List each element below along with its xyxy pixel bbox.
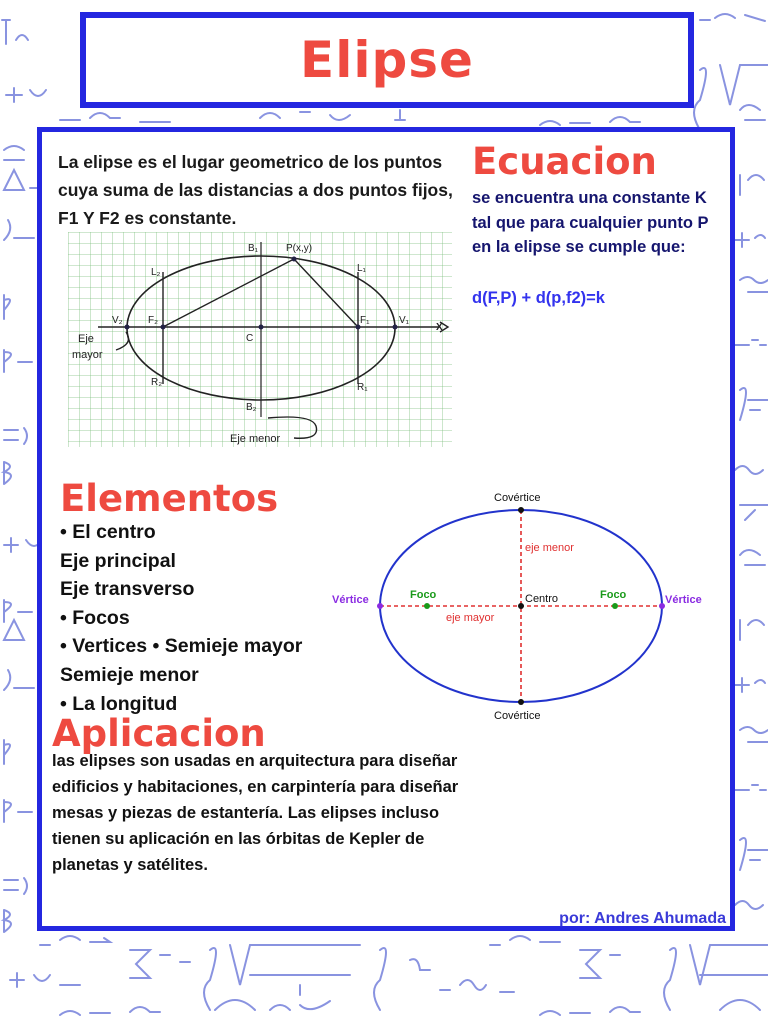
author-credit: por: Andres Ahumada <box>559 910 726 927</box>
vertex-v1 <box>393 325 398 330</box>
ecuacion-text: se encuentra una constante K tal que para cualquier punto P en la elipse se cumple que: <box>472 189 709 256</box>
covertice-top-point <box>518 507 524 513</box>
vertex-v2 <box>125 325 130 330</box>
list-item: • La longitud <box>60 692 178 715</box>
aplicacion-heading: Aplicacion <box>52 712 266 755</box>
label-eje-mayor: eje mayor <box>446 612 495 624</box>
label-eje-mayor-1: Eje <box>78 333 94 345</box>
foco-right-point <box>612 603 618 609</box>
elementos-list <box>60 518 302 718</box>
grid-background <box>68 232 452 447</box>
label-c: C <box>246 333 254 344</box>
label-r2: R₂ <box>151 377 163 388</box>
label-x-axis: X <box>436 322 443 333</box>
label-r1: R₁ <box>357 382 368 393</box>
title-box <box>80 12 694 108</box>
label-f1: F₁ <box>360 315 370 326</box>
label-vertice-right: Vértice <box>665 594 702 606</box>
centro-point <box>518 603 524 609</box>
foco-left-point <box>424 603 430 609</box>
elementos-heading: Elementos <box>60 477 279 520</box>
label-f2: F₂ <box>148 315 158 326</box>
ellipse-grid-diagram <box>68 232 452 447</box>
label-covertice-top: Covértice <box>494 492 541 504</box>
list-item: Eje principal <box>60 549 176 572</box>
page-title: Elipse <box>300 31 474 89</box>
label-l2: L₂ <box>151 267 161 278</box>
label-p: P(x,y) <box>286 243 313 254</box>
label-centro: Centro <box>525 593 559 605</box>
content-panel <box>37 127 735 931</box>
label-eje-menor: eje menor <box>525 542 574 554</box>
vertice-left-point <box>377 603 383 609</box>
ecuacion-formula: d(F,P) + d(p,f2)=k <box>472 289 605 307</box>
label-covertice-bottom: Covértice <box>494 710 541 722</box>
center-c <box>259 325 264 330</box>
label-v2: V₂ <box>112 315 123 326</box>
label-eje-menor: Eje menor <box>230 433 281 445</box>
label-b2: B₂ <box>246 402 257 413</box>
label-b1: B₁ <box>248 243 259 254</box>
definition-text: La elipse es el lugar geometrico de los puntos cuya suma de las distancias a dos puntos fijos, F1 Y F2 es constante. <box>58 152 453 228</box>
ecuacion-heading: Ecuacion <box>472 140 657 183</box>
label-l1: L₁ <box>357 263 366 274</box>
label-v1: V₁ <box>399 315 410 326</box>
list-item: • Vertices • Semieje mayor <box>60 635 303 658</box>
list-item: • El centro <box>60 521 156 543</box>
label-foco-left: Foco <box>410 589 437 601</box>
covertice-bottom-point <box>518 699 524 705</box>
label-foco-right: Foco <box>600 589 627 601</box>
label-vertice-left: Vértice <box>332 594 369 606</box>
ellipse-elements-diagram <box>318 487 730 727</box>
list-item: Semieje menor <box>60 663 199 686</box>
label-eje-mayor-2: mayor <box>72 349 103 361</box>
focus-f2 <box>161 325 166 330</box>
point-p <box>292 257 297 262</box>
list-item: Eje transverso <box>60 578 195 601</box>
aplicacion-text: las elipses son usadas en arquitectura para diseñar edificios y habitaciones, en carpintería para diseñar mesas y piezas de estantería. Las elipses incluso tienen su aplicación en las órbitas de Kepler de planetas y satélites. <box>52 752 459 874</box>
list-item: • Focos <box>60 606 130 629</box>
